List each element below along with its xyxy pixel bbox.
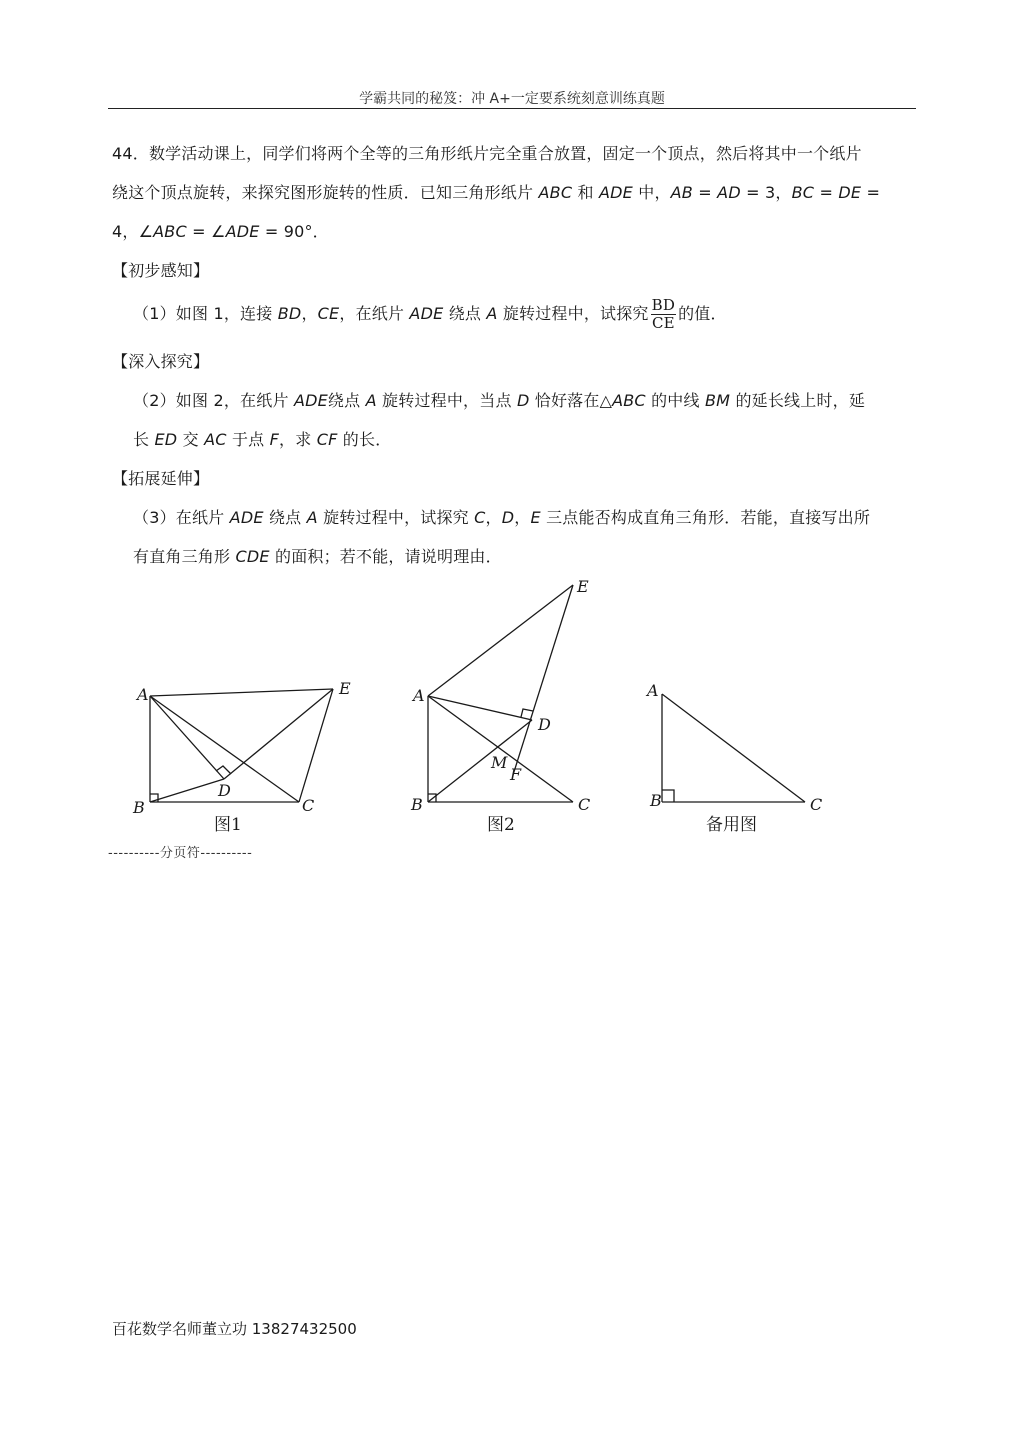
eq-sign: =	[692, 183, 718, 202]
seg-bd: BD	[277, 304, 302, 323]
triangle-abc: ABC	[538, 183, 573, 202]
q3-point-d: D	[501, 508, 515, 527]
q3-text-c: 旋转过程中，试探究	[317, 508, 475, 527]
fig1-label-b: B	[133, 798, 145, 817]
figure-3-diagram	[662, 694, 805, 802]
section-heading-3	[112, 460, 912, 499]
seg-cf: CF	[316, 430, 338, 449]
q2-text-a: （2）如图 2，在纸片	[133, 391, 294, 410]
q2-text-k: 的长．	[337, 430, 392, 449]
fig3-caption: 备用图	[706, 815, 757, 835]
fig2-caption: 图2	[487, 815, 515, 835]
q3-point-a: A	[306, 508, 318, 527]
intro-text-2a: 绕这个顶点旋转，来探究图形旋转的性质．已知三角形纸片	[112, 183, 539, 202]
fraction-numerator: BD	[651, 296, 676, 314]
q3-text-b: 绕点	[263, 508, 307, 527]
q2-text-d: 恰好落在△	[529, 391, 613, 410]
q2-text-f: 的延长线上时，延	[730, 391, 866, 410]
q3-point-e: E	[530, 508, 541, 527]
fig3-label-b: B	[650, 791, 662, 810]
q2-text-e: 的中线	[645, 391, 705, 410]
angle-abc: ABC	[153, 222, 187, 241]
figure-1-diagram	[150, 689, 333, 802]
section-heading-2	[112, 343, 912, 382]
seg-ab: AB	[670, 183, 693, 202]
q1-text-d: 旋转过程中，试探究	[497, 304, 649, 323]
q1-ade: ADE	[409, 304, 444, 323]
sec3-label: 【拓展延伸】	[112, 469, 210, 488]
header-divider	[108, 108, 916, 109]
triangle-ade: ADE	[598, 183, 633, 202]
seg-ce: CE	[317, 304, 340, 323]
q3-text-a: （3）在纸片	[133, 508, 230, 527]
angle-ade: ADE	[225, 222, 260, 241]
fraction-bd-over-ce	[651, 297, 676, 332]
seg-bm: BM	[704, 391, 731, 410]
q2-point-f: F	[269, 430, 280, 449]
problem-intro-line-1	[112, 135, 912, 174]
q2-point-d: D	[516, 391, 530, 410]
q3-comma-2: ，	[514, 508, 531, 527]
fig2-label-a: A	[413, 686, 425, 705]
fig3-label-a: A	[647, 681, 659, 700]
q3-text-d: 三点能否构成直角三角形．若能，直接写出所	[540, 508, 871, 527]
eq-tail: =	[861, 183, 881, 202]
geometry-figures	[0, 570, 1024, 870]
eq-value-3: = 3，	[740, 183, 792, 202]
q1-text-a: （1）如图 1，连接	[133, 304, 278, 323]
seg-bc: BC	[791, 183, 815, 202]
fig2-label-b: B	[411, 795, 423, 814]
seg-ed: ED	[154, 430, 178, 449]
intro-he: 和	[572, 183, 599, 202]
q3-text-e: 有直角三角形	[133, 547, 236, 566]
fig1-label-d: D	[218, 781, 231, 800]
question-2-line-1	[133, 382, 913, 421]
fig2-label-e: E	[577, 577, 589, 596]
angle-tail: = 90°．	[259, 222, 329, 241]
q2-ade: ADE	[293, 391, 328, 410]
q2-text-h: 交	[177, 430, 205, 449]
q3-comma-1: ，	[485, 508, 502, 527]
angle-mid: = ∠	[186, 222, 226, 241]
sec2-label: 【深入探究】	[112, 352, 210, 371]
q3-text-f: 的面积；若不能，请说明理由．	[269, 547, 502, 566]
intro-text-3a: 4，∠	[112, 222, 154, 241]
seg-ac: AC	[204, 430, 227, 449]
intro-text-1: 44．数学活动课上，同学们将两个全等的三角形纸片完全重合放置，固定一个顶点，然后将其中一个纸片	[112, 144, 862, 163]
sec1-label: 【初步感知】	[112, 261, 210, 280]
seg-ad: AD	[717, 183, 741, 202]
seg-de: DE	[838, 183, 862, 202]
q2-abc: ABC	[612, 391, 646, 410]
fraction-denominator: CE	[651, 314, 675, 332]
problem-intro-line-2	[112, 174, 912, 213]
fig1-label-c: C	[302, 796, 315, 815]
q2-text-i: 于点	[226, 430, 270, 449]
eq-sign-2: =	[814, 183, 839, 202]
q1-text-e: 的值．	[678, 304, 727, 323]
q2-text-j: ，求	[279, 430, 317, 449]
q1-text-b: ，在纸片	[339, 304, 410, 323]
intro-text-2b: 中，	[632, 183, 671, 202]
fig1-label-a: A	[137, 685, 149, 704]
question-1	[133, 295, 913, 334]
q3-ade: ADE	[229, 508, 264, 527]
q2-text-c: 旋转过程中，当点	[376, 391, 517, 410]
q1-point-a: A	[486, 304, 498, 323]
fig2-label-c: C	[578, 795, 591, 814]
question-3-line-1	[133, 499, 913, 538]
q2-text-g: 长	[133, 430, 155, 449]
footer-contact: 百花数学名师董立功 13827432500	[112, 1320, 357, 1338]
problem-intro-line-3	[112, 213, 912, 252]
fig1-caption: 图1	[214, 815, 242, 835]
section-heading-1	[112, 252, 912, 291]
fig2-label-m: M	[491, 753, 508, 772]
question-2-line-2	[133, 421, 913, 460]
fig2-label-d: D	[538, 715, 551, 734]
header-title: 学霸共同的秘笈：冲 A+一定要系统刻意训练真题	[359, 91, 665, 107]
fig3-label-c: C	[810, 795, 823, 814]
q1-text-c: 绕点	[443, 304, 487, 323]
triangle-cde: CDE	[235, 547, 270, 566]
q3-point-c: C	[474, 508, 486, 527]
page-break-marker: ----------分页符----------	[108, 846, 253, 861]
fig1-label-e: E	[339, 679, 351, 698]
q2-point-a: A	[365, 391, 377, 410]
q2-text-b: 绕点	[327, 391, 366, 410]
q1-comma: ，	[301, 304, 318, 323]
fig2-label-f: F	[510, 765, 522, 784]
